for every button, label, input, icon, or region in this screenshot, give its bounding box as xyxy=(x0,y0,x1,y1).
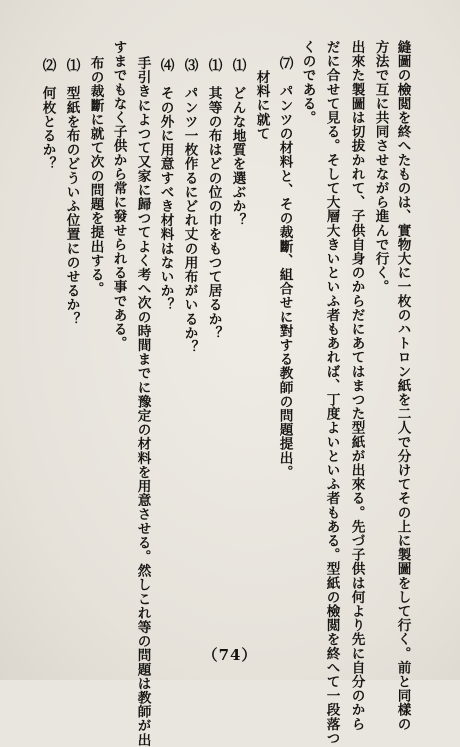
text-column: だに合せて見る。そして大層大きいといふ者もあれば、丁度よいといふ者もある。型紙の檢閲を終へて一段落つ xyxy=(323,40,340,745)
subheading: 材料に就て xyxy=(253,70,270,141)
text-column: 手引きによつて又家に歸つてよく考へ次の時間までに豫定の材料を用意させる。然しこれ等の問題は教師が出 xyxy=(134,56,151,747)
list-item: ⑶ パンツ一枚作るにどれ丈の用布がいるか？ xyxy=(181,58,198,355)
section-heading: ⑺ パンツの材料と、その裁斷、組合せに對する教師の問題提出。 xyxy=(276,56,293,479)
list-item: ⑴ 型紙を布のどういふ位置にのせるか？ xyxy=(63,58,80,326)
text-column: 縫圖の檢閲を終へたものは、實物大に一枚のハトロン紙を二人で分けてその上に製圖をして行く。前と同樣の xyxy=(394,40,411,731)
text-column: 出來た製圖は切拔かれて、子供自身のからだにあてはまつた型紙が出來る。先づ子供は何より先に自分のから xyxy=(348,40,365,731)
text-column: 方法で互に共同させながら進んで行く。 xyxy=(372,40,389,294)
list-item: ⑷ その外に用意すべき材料はないか？ xyxy=(157,58,174,312)
list-item: ⑴ 其等の布はどの位の巾をもつて居るか？ xyxy=(205,58,222,340)
page-number: （74） xyxy=(202,646,258,664)
list-item: ⑵ 何枚とるか？ xyxy=(39,58,56,171)
list-item: ⑴ どんな地質を選ぶか？ xyxy=(229,58,246,228)
text-column: すまでもなく子供から常に發せられる事である。 xyxy=(110,40,127,351)
text-column: 布の裁斷に就て次の問題を提出する。 xyxy=(87,56,104,296)
text-column: くのである。 xyxy=(299,40,316,125)
